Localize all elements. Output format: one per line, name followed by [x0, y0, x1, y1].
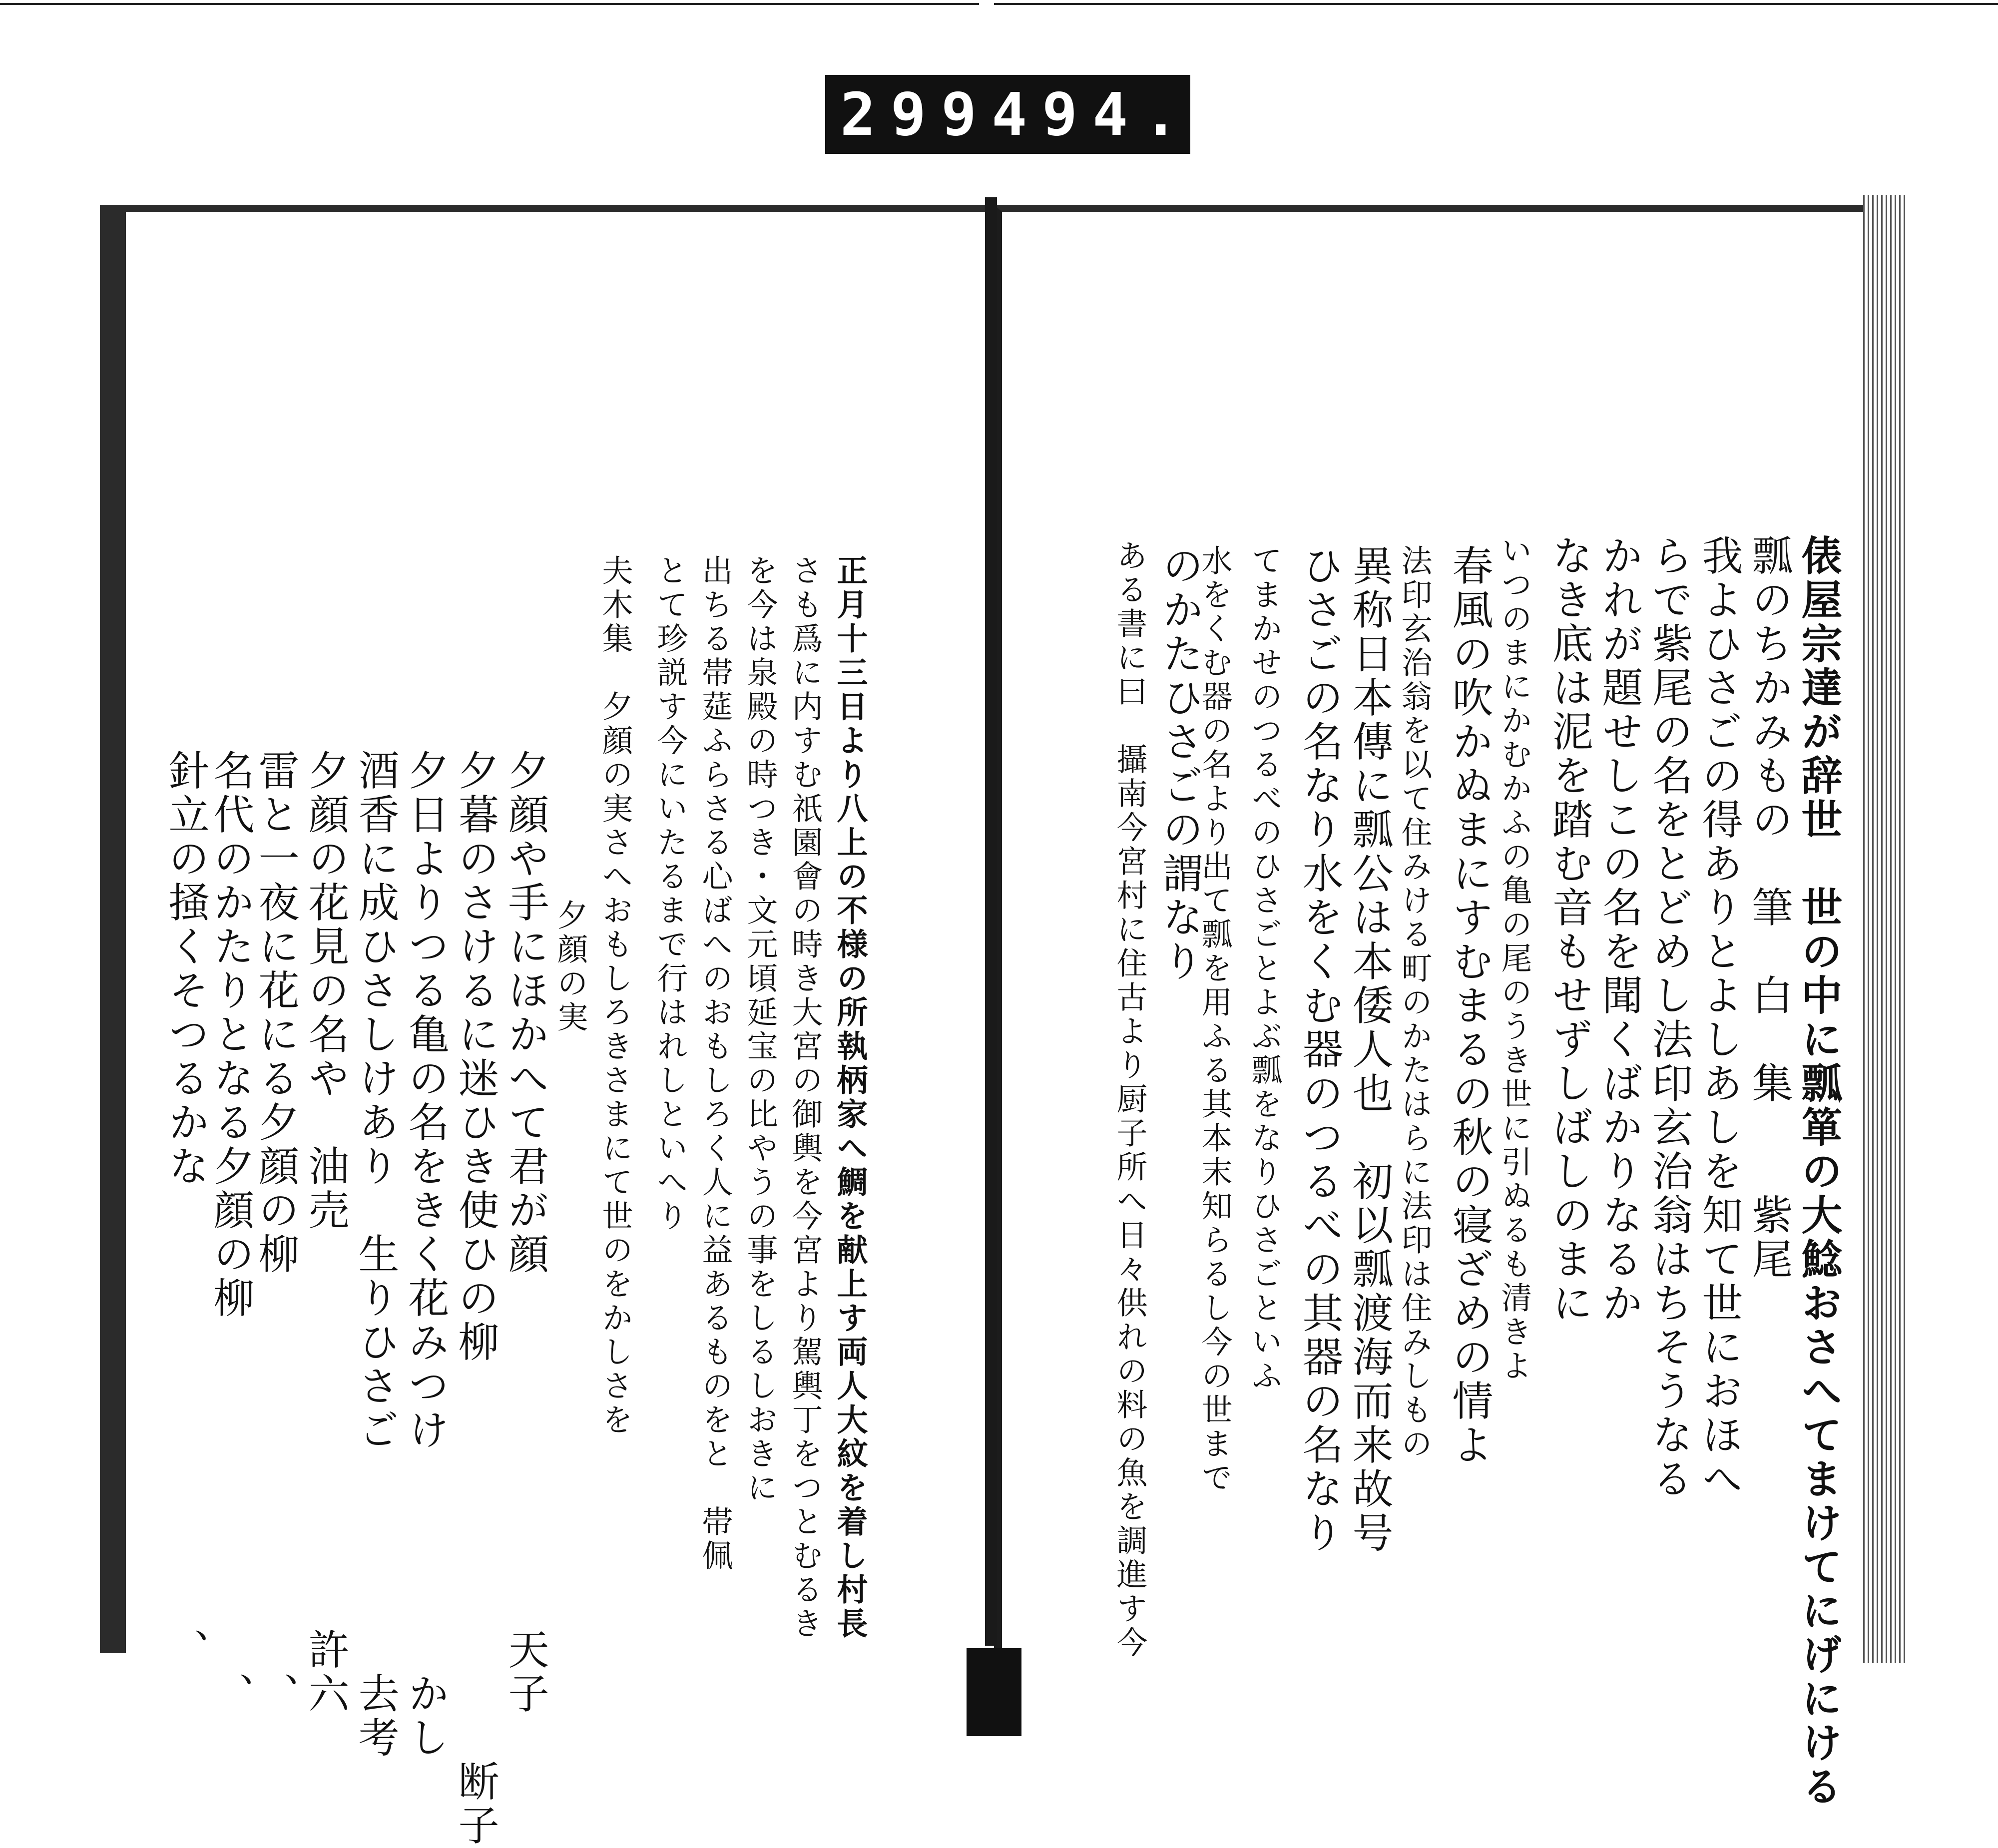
text-column: てまかせのつるべのひさごとよぶ瓢をなりひさごといふ	[1246, 544, 1283, 1393]
text-column: さも爲に内すむ祇園會の時き大宮の御輿を今宮より駕輿丁をつとむるき	[787, 554, 823, 1641]
catalog-number-right: 494.	[992, 80, 1194, 149]
text-column: 夕顔や手にほかへて君が顔 天子	[501, 749, 549, 1716]
text-column: ひさごの名なり水をくむ器のつるべの其器の名なり	[1296, 544, 1343, 1555]
text-column: のかたひさごの謂なり	[1156, 544, 1203, 984]
text-column: 酒香に成ひさしけあり 生りひさご 去考	[352, 749, 399, 1760]
text-column: いつのまにかむかふの亀の尾のうき世に引ぬるも清きよ	[1496, 534, 1532, 1384]
text-column: 針立の掻くそつるかな 、	[162, 749, 209, 1672]
page-edges	[1863, 195, 1908, 1663]
text-column: 夫木集 夕顔の実さへおもしろきさまにて世のをかしさを	[597, 554, 633, 1437]
spine-tab	[967, 1648, 1021, 1736]
text-column: なき底は泥を踏む音もせずしばしのまに	[1545, 534, 1593, 1326]
text-column: 正月十三日より八上の不様の所執柄家へ鯛を献上す両人大紋を着し村長	[832, 554, 868, 1641]
text-column: らで紫尾の名をとどめし法印玄治翁はちそうなる	[1645, 534, 1693, 1501]
text-column: ある書に曰 攝南今宮村に住古より厨子所へ日々供れの料の魚を調進す今	[1111, 539, 1148, 1660]
text-column: 雷と一夜に花にる夕顔の柳 、	[252, 749, 299, 1716]
text-column: 出ちる帯莚ふらさる心ばへのおもしろく人に益あるものをと 帯佩	[697, 554, 733, 1573]
text-column: 名代のかたりとなる夕顔の柳 、	[207, 749, 254, 1716]
text-column: 法印玄治翁を以て住みける町のかたはらに法印は住みしもの	[1396, 544, 1433, 1461]
text-column: 水をくむ器の名より出て瓢を用ふる其本末知らるし今の世まで	[1196, 544, 1233, 1495]
scan-edge-line	[994, 3, 1998, 5]
text-column: を今は泉殿の時つき・文元頃延宝の比やうの事をしるしおきに	[742, 554, 778, 1505]
text-column: 夕顔の実	[552, 899, 588, 1035]
text-column: とて珍説す今にいたるまで行はれしといへり	[652, 554, 688, 1234]
text-column: 瓢のちかみもの 筆 白 集 紫尾	[1745, 534, 1793, 1282]
text-column: 夕暮のさけるに迷ひき使ひの柳 断子	[452, 749, 499, 1848]
catalog-number-label	[825, 75, 1194, 154]
scan-edge-line	[0, 3, 979, 5]
text-column: 夕日よりつる亀の名をきく花みつけ かし	[402, 749, 449, 1760]
text-column: 夕顔の花見の名や 油売 許六	[302, 749, 349, 1716]
text-column: 我よひさごの得ありとよしあしを知て世におほへ	[1695, 534, 1743, 1501]
book-spine	[985, 197, 997, 1646]
text-column: 俵屋宗達が辞世 世の中に瓢箪の大鯰おさへてまけてにげにける	[1795, 534, 1843, 1809]
catalog-number-left: 299	[840, 80, 992, 149]
text-column: かれが題せしこの名を聞くばかりなるか	[1595, 534, 1643, 1326]
text-column: 異称日本傳に瓢公は本倭人也 初以瓢渡海而来故号	[1346, 544, 1393, 1555]
text-column: 春風の吹かぬまにすむまるの秋の寝ざめの情よ	[1446, 544, 1493, 1467]
